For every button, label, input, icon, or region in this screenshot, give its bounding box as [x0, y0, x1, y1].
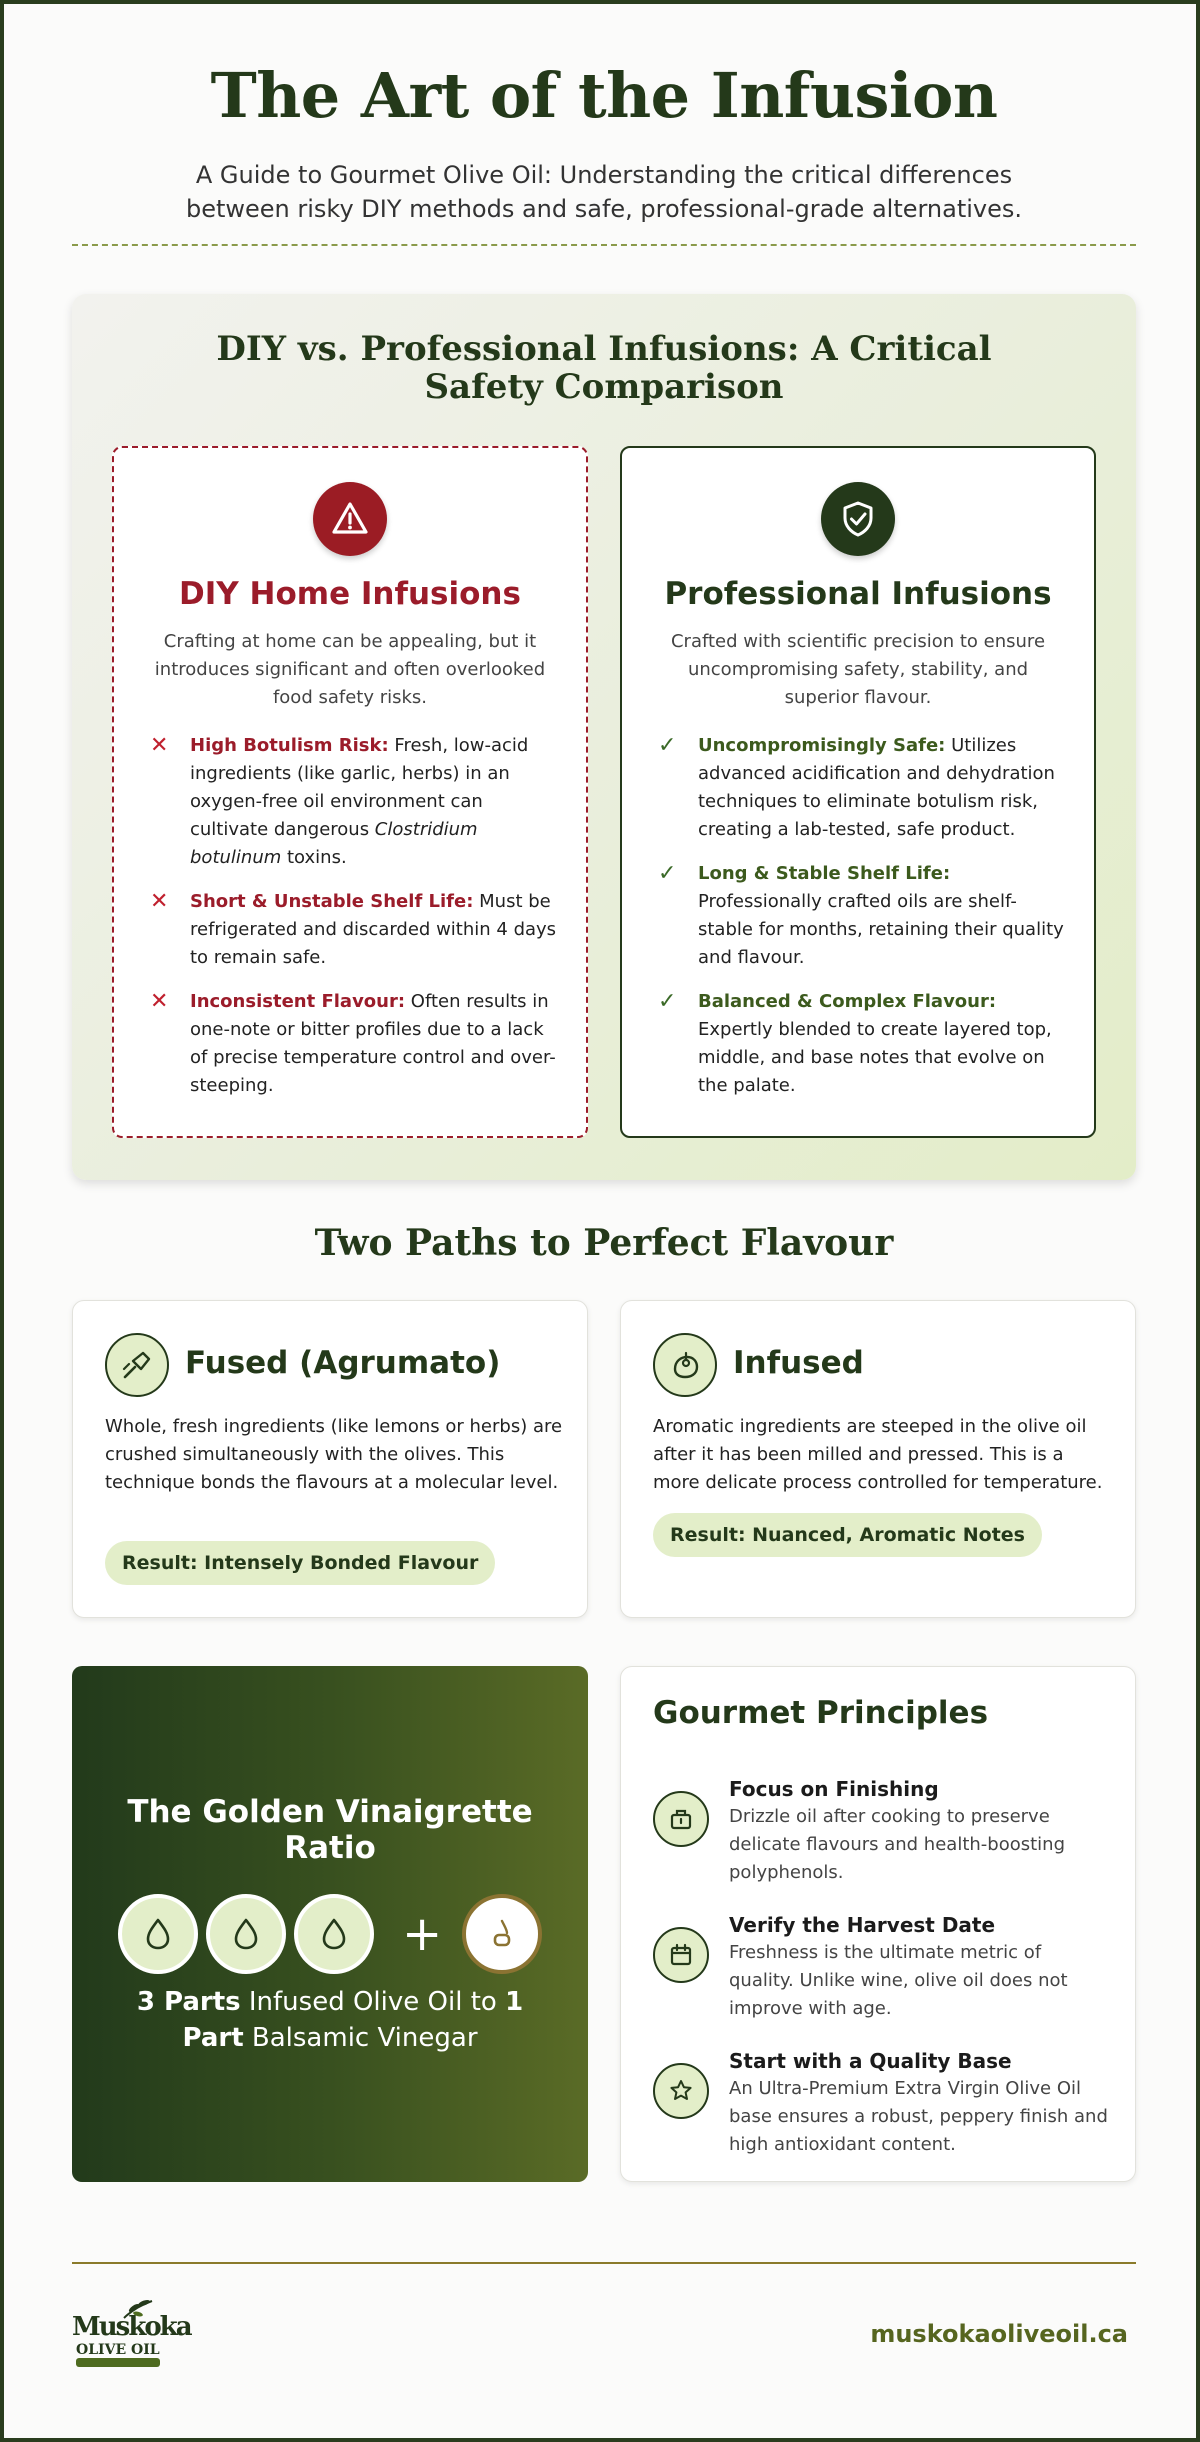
ratio-graphic — [118, 1894, 542, 1974]
mortar-pestle-icon — [105, 1333, 169, 1397]
page-subtitle: A Guide to Gourmet Olive Oil: Understanding the critical differences between risky DIY methods and safe, professional-grade alternatives. — [185, 161, 1023, 223]
lunchbox-icon — [653, 1791, 709, 1847]
vinegar-bottle-icon — [462, 1894, 542, 1974]
infused-description: Aromatic ingredients are steeped in the olive oil after it has been milled and pressed. This is a more delicate process controlled for temperature. — [653, 1416, 1103, 1493]
benefit-text: Expertly blended to create layered top, middle, and base notes that evolve on the palate. — [698, 1019, 1052, 1096]
pro-card-title: Professional Infusions — [664, 576, 1052, 612]
pro-card — [620, 446, 1096, 1138]
pro-benefit-list — [658, 732, 1068, 1116]
x-icon: ✕ — [150, 733, 169, 758]
infused-title: Infused — [733, 1345, 864, 1381]
star-icon — [653, 2063, 709, 2119]
check-icon: ✓ — [658, 861, 677, 886]
steeping-icon — [653, 1333, 717, 1397]
infused-card — [620, 1300, 1136, 1618]
list-item — [658, 860, 1068, 972]
risk-text: Fresh, low-acid ingredients (like garlic, herbs) in an oxygen-free oil environment can cultivate dangerous — [190, 735, 529, 840]
oil-drop-icon — [206, 1894, 286, 1974]
principle-title: Start with a Quality Base — [729, 2049, 1012, 2073]
list-item — [150, 732, 560, 872]
warning-icon — [313, 482, 387, 556]
list-item — [658, 988, 1068, 1100]
website-link[interactable]: muskokaoliveoil.ca — [870, 2320, 1128, 2348]
ratio-caption — [112, 1984, 548, 2056]
risk-lead: Inconsistent Flavour: — [190, 991, 406, 1012]
infused-result-badge: Result: Nuanced, Aromatic Notes — [653, 1513, 1042, 1557]
diy-risk-list — [150, 732, 560, 1116]
risk-text-end: toxins. — [281, 847, 347, 868]
oil-drop-icon — [294, 1894, 374, 1974]
x-icon: ✕ — [150, 989, 169, 1014]
diy-card — [112, 446, 588, 1138]
principle-title: Focus on Finishing — [729, 1777, 939, 1801]
logo-ribbon — [76, 2358, 160, 2367]
benefit-lead: Long & Stable Shelf Life: — [698, 863, 951, 884]
principle-desc: Freshness is the ultimate metric of quality. Unlike wine, olive oil does not improve with age. — [729, 1942, 1068, 2019]
fused-card — [72, 1300, 588, 1618]
shield-check-icon — [821, 482, 895, 556]
pro-card-intro: Crafted with scientific precision to ensure uncompromising safety, stability, and superior flavour. — [670, 631, 1046, 708]
risk-italic: Clostridium botulinum — [190, 819, 478, 868]
benefit-text: Professionally crafted oils are shelf-stable for months, retaining their quality and flavour. — [698, 891, 1064, 968]
header-divider — [72, 244, 1136, 246]
list-item — [150, 988, 560, 1100]
list-item — [150, 888, 560, 972]
vinegar-parts: 1 Part — [182, 1987, 524, 2053]
comparison-title: DIY vs. Professional Infusions: A Critical Safety Comparison — [216, 329, 992, 407]
calendar-icon — [653, 1927, 709, 1983]
risk-text: Must be refrigerated and discarded within 4 days to remain safe. — [190, 891, 557, 968]
principle-title: Verify the Harvest Date — [729, 1913, 996, 1937]
diy-card-intro: Crafting at home can be appealing, but it introduces significant and often overlooked food safety risks. — [154, 631, 546, 708]
oil-label: Infused Olive Oil to — [240, 1987, 506, 2017]
benefit-lead: Uncompromisingly Safe: — [698, 735, 946, 756]
principle-desc: Drizzle oil after cooking to preserve delicate flavours and health-boosting polyphenols. — [729, 1806, 1066, 1883]
principle-desc: An Ultra-Premium Extra Virgin Olive Oil base ensures a robust, peppery finish and high antioxidant content. — [729, 2078, 1108, 2155]
logo-wordmark: Muskoka — [72, 2312, 191, 2342]
list-item — [658, 732, 1068, 844]
risk-text: Often results in one-note or bitter profiles due to a lack of precise temperature control and over-steeping. — [190, 991, 556, 1096]
oil-drop-icon — [118, 1894, 198, 1974]
check-icon: ✓ — [658, 989, 677, 1014]
benefit-lead: Balanced & Complex Flavour: — [698, 991, 997, 1012]
ratio-title: The Golden Vinaigrette Ratio — [127, 1794, 533, 1866]
check-icon: ✓ — [658, 733, 677, 758]
risk-lead: Short & Unstable Shelf Life: — [190, 891, 474, 912]
fused-title: Fused (Agrumato) — [185, 1345, 501, 1381]
footer-divider — [72, 2262, 1136, 2264]
fused-result-badge: Result: Intensely Bonded Flavour — [105, 1541, 495, 1585]
logo-subtext: OLIVE OIL — [76, 2342, 160, 2358]
x-icon: ✕ — [150, 889, 169, 914]
plus-sign: + — [402, 1906, 443, 1962]
oil-parts: 3 Parts — [136, 1987, 241, 2017]
benefit-text: Utilizes advanced acidification and dehydration techniques to eliminate botulism risk, creating a lab-tested, safe product. — [698, 735, 1055, 840]
vinaigrette-ratio-card — [72, 1666, 588, 2182]
paths-title: Two Paths to Perfect Flavour — [314, 1222, 894, 1264]
gourmet-principles-card — [620, 1666, 1136, 2182]
diy-card-title: DIY Home Infusions — [179, 576, 521, 612]
principles-title: Gourmet Principles — [653, 1695, 989, 1731]
page-header — [4, 59, 1200, 226]
brand-logo — [72, 2298, 191, 2368]
risk-lead: High Botulism Risk: — [190, 735, 389, 756]
vinegar-label: Balsamic Vinegar — [243, 2023, 478, 2053]
page-title: The Art of the Infusion — [210, 59, 998, 132]
fused-description: Whole, fresh ingredients (like lemons or herbs) are crushed simultaneously with the olives. This technique bonds the flavours at a molecular level. — [105, 1416, 563, 1493]
comparison-section — [72, 294, 1136, 1180]
